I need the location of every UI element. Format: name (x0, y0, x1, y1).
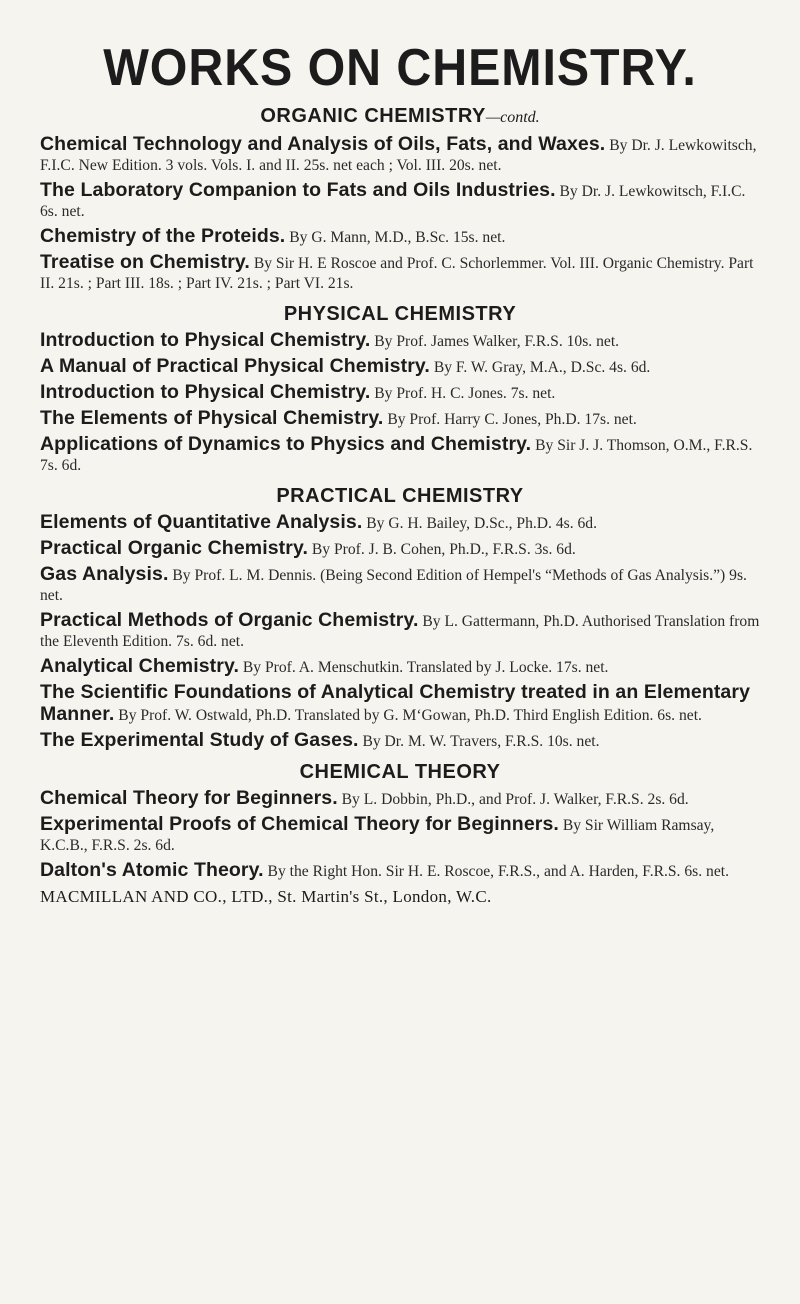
book-title: The Scientific Foundations of Analytical Chemistry treated in an Elementary Manner. (40, 681, 751, 725)
book-detail: By Prof. A. Menschutkin. Translated by J. Locke. 17s. net. (242, 659, 609, 676)
section-heading-text: PRACTICAL CHEMISTRY (276, 485, 524, 507)
book-detail: By Prof. H. C. Jones. 7s. net. (374, 385, 556, 402)
book-entry (40, 330, 760, 352)
publisher-footer: MACMILLAN AND CO., LTD., St. Martin's St., London, W.C. (40, 887, 492, 906)
book-detail: By Prof. Harry C. Jones, Ph.D. 17s. net. (387, 411, 637, 428)
book-entry (40, 860, 760, 882)
section-heading (40, 484, 760, 508)
book-entry (40, 134, 760, 176)
book-detail: By F. W. Gray, M.A., D.Sc. 4s. 6d. (433, 359, 651, 376)
book-title: A Manual of Practical Physical Chemistry. (40, 355, 430, 377)
book-title: Dalton's Atomic Theory. (40, 859, 264, 881)
book-entry (40, 682, 760, 726)
book-title: Practical Organic Chemistry. (40, 537, 308, 559)
book-detail: By Dr. J. Lewkowitsch, F.I.C. 6s. net. (40, 183, 746, 220)
book-title: The Elements of Physical Chemistry. (40, 407, 384, 429)
book-entry (40, 788, 760, 810)
book-detail: By Dr. M. W. Travers, F.R.S. 10s. net. (362, 733, 600, 750)
book-entry (40, 382, 760, 404)
book-detail: By L. Gattermann, Ph.D. Authorised Translation from the Eleventh Edition. 7s. 6d. net. (40, 613, 760, 650)
book-title: Practical Methods of Organic Chemistry. (40, 609, 419, 631)
book-entry (40, 730, 760, 752)
book-title: Introduction to Physical Chemistry. (40, 381, 371, 403)
book-entry (40, 356, 760, 378)
book-detail: By G. Mann, M.D., B.Sc. 15s. net. (289, 229, 506, 246)
section-heading (40, 760, 760, 784)
book-detail: By Sir J. J. Thomson, O.M., F.R.S. 7s. 6d. (40, 437, 753, 474)
book-entry (40, 180, 760, 222)
book-detail: By Sir William Ramsay, K.C.B., F.R.S. 2s. 6d. (40, 817, 715, 854)
book-title: Elements of Quantitative Analysis. (40, 511, 363, 533)
book-detail: By Prof. J. B. Cohen, Ph.D., F.R.S. 3s. 6d. (311, 541, 576, 558)
page-title: WORKS ON CHEMISTRY. (103, 39, 697, 97)
book-entry (40, 434, 760, 476)
book-entry (40, 814, 760, 856)
book-detail: By Prof. James Walker, F.R.S. 10s. net. (374, 333, 620, 350)
section-heading-text: CHEMICAL THEORY (299, 761, 501, 783)
book-detail: By L. Dobbin, Ph.D., and Prof. J. Walker, F.R.S. 2s. 6d. (341, 791, 689, 808)
section-heading-suffix: —contd. (485, 109, 540, 126)
book-entry (40, 656, 760, 678)
catalogue-sections (40, 104, 760, 882)
book-title: The Experimental Study of Gases. (40, 729, 359, 751)
book-entry (40, 252, 760, 294)
book-entry (40, 538, 760, 560)
book-title: Gas Analysis. (40, 563, 169, 585)
book-entry (40, 226, 760, 248)
book-detail: By Sir H. E Roscoe and Prof. C. Schorlemmer. Vol. III. Organic Chemistry. Part II. 21s. ; Part III. 18s. ; Part IV. 21s. ; Part VI. 21s. (40, 255, 754, 292)
book-title: Treatise on Chemistry. (40, 251, 250, 273)
book-detail: By G. H. Bailey, D.Sc., Ph.D. 4s. 6d. (366, 515, 597, 532)
book-title: Introduction to Physical Chemistry. (40, 329, 371, 351)
book-detail: By the Right Hon. Sir H. E. Roscoe, F.R.S., and A. Harden, F.R.S. 6s. net. (267, 863, 729, 880)
book-entry (40, 564, 760, 606)
section-heading (40, 104, 760, 130)
book-title: The Laboratory Companion to Fats and Oils Industries. (40, 179, 556, 201)
book-entry (40, 408, 760, 430)
book-entry (40, 512, 760, 534)
section-heading-text: ORGANIC CHEMISTRY (260, 105, 486, 127)
book-detail: By Prof. L. M. Dennis. (Being Second Edition of Hempel's “Methods of Gas Analysis.”) 9s. net. (40, 567, 747, 604)
book-detail: By Prof. W. Ostwald, Ph.D. Translated by G. M‘Gowan, Ph.D. Third English Edition. 6s. net. (118, 707, 702, 724)
book-title: Chemistry of the Proteids. (40, 225, 286, 247)
book-detail: By Dr. J. Lewkowitsch, F.I.C. New Edition. 3 vols. Vols. I. and II. 25s. net each ; Vol. III. 20s. net. (40, 137, 757, 174)
book-title: Analytical Chemistry. (40, 655, 239, 677)
section-heading (40, 302, 760, 326)
book-title: Chemical Theory for Beginners. (40, 787, 338, 809)
book-title: Applications of Dynamics to Physics and Chemistry. (40, 433, 532, 455)
book-title: Chemical Technology and Analysis of Oils, Fats, and Waxes. (40, 133, 606, 155)
section-heading-text: PHYSICAL CHEMISTRY (283, 303, 517, 325)
book-title: Experimental Proofs of Chemical Theory for Beginners. (40, 813, 559, 835)
book-entry (40, 610, 760, 652)
